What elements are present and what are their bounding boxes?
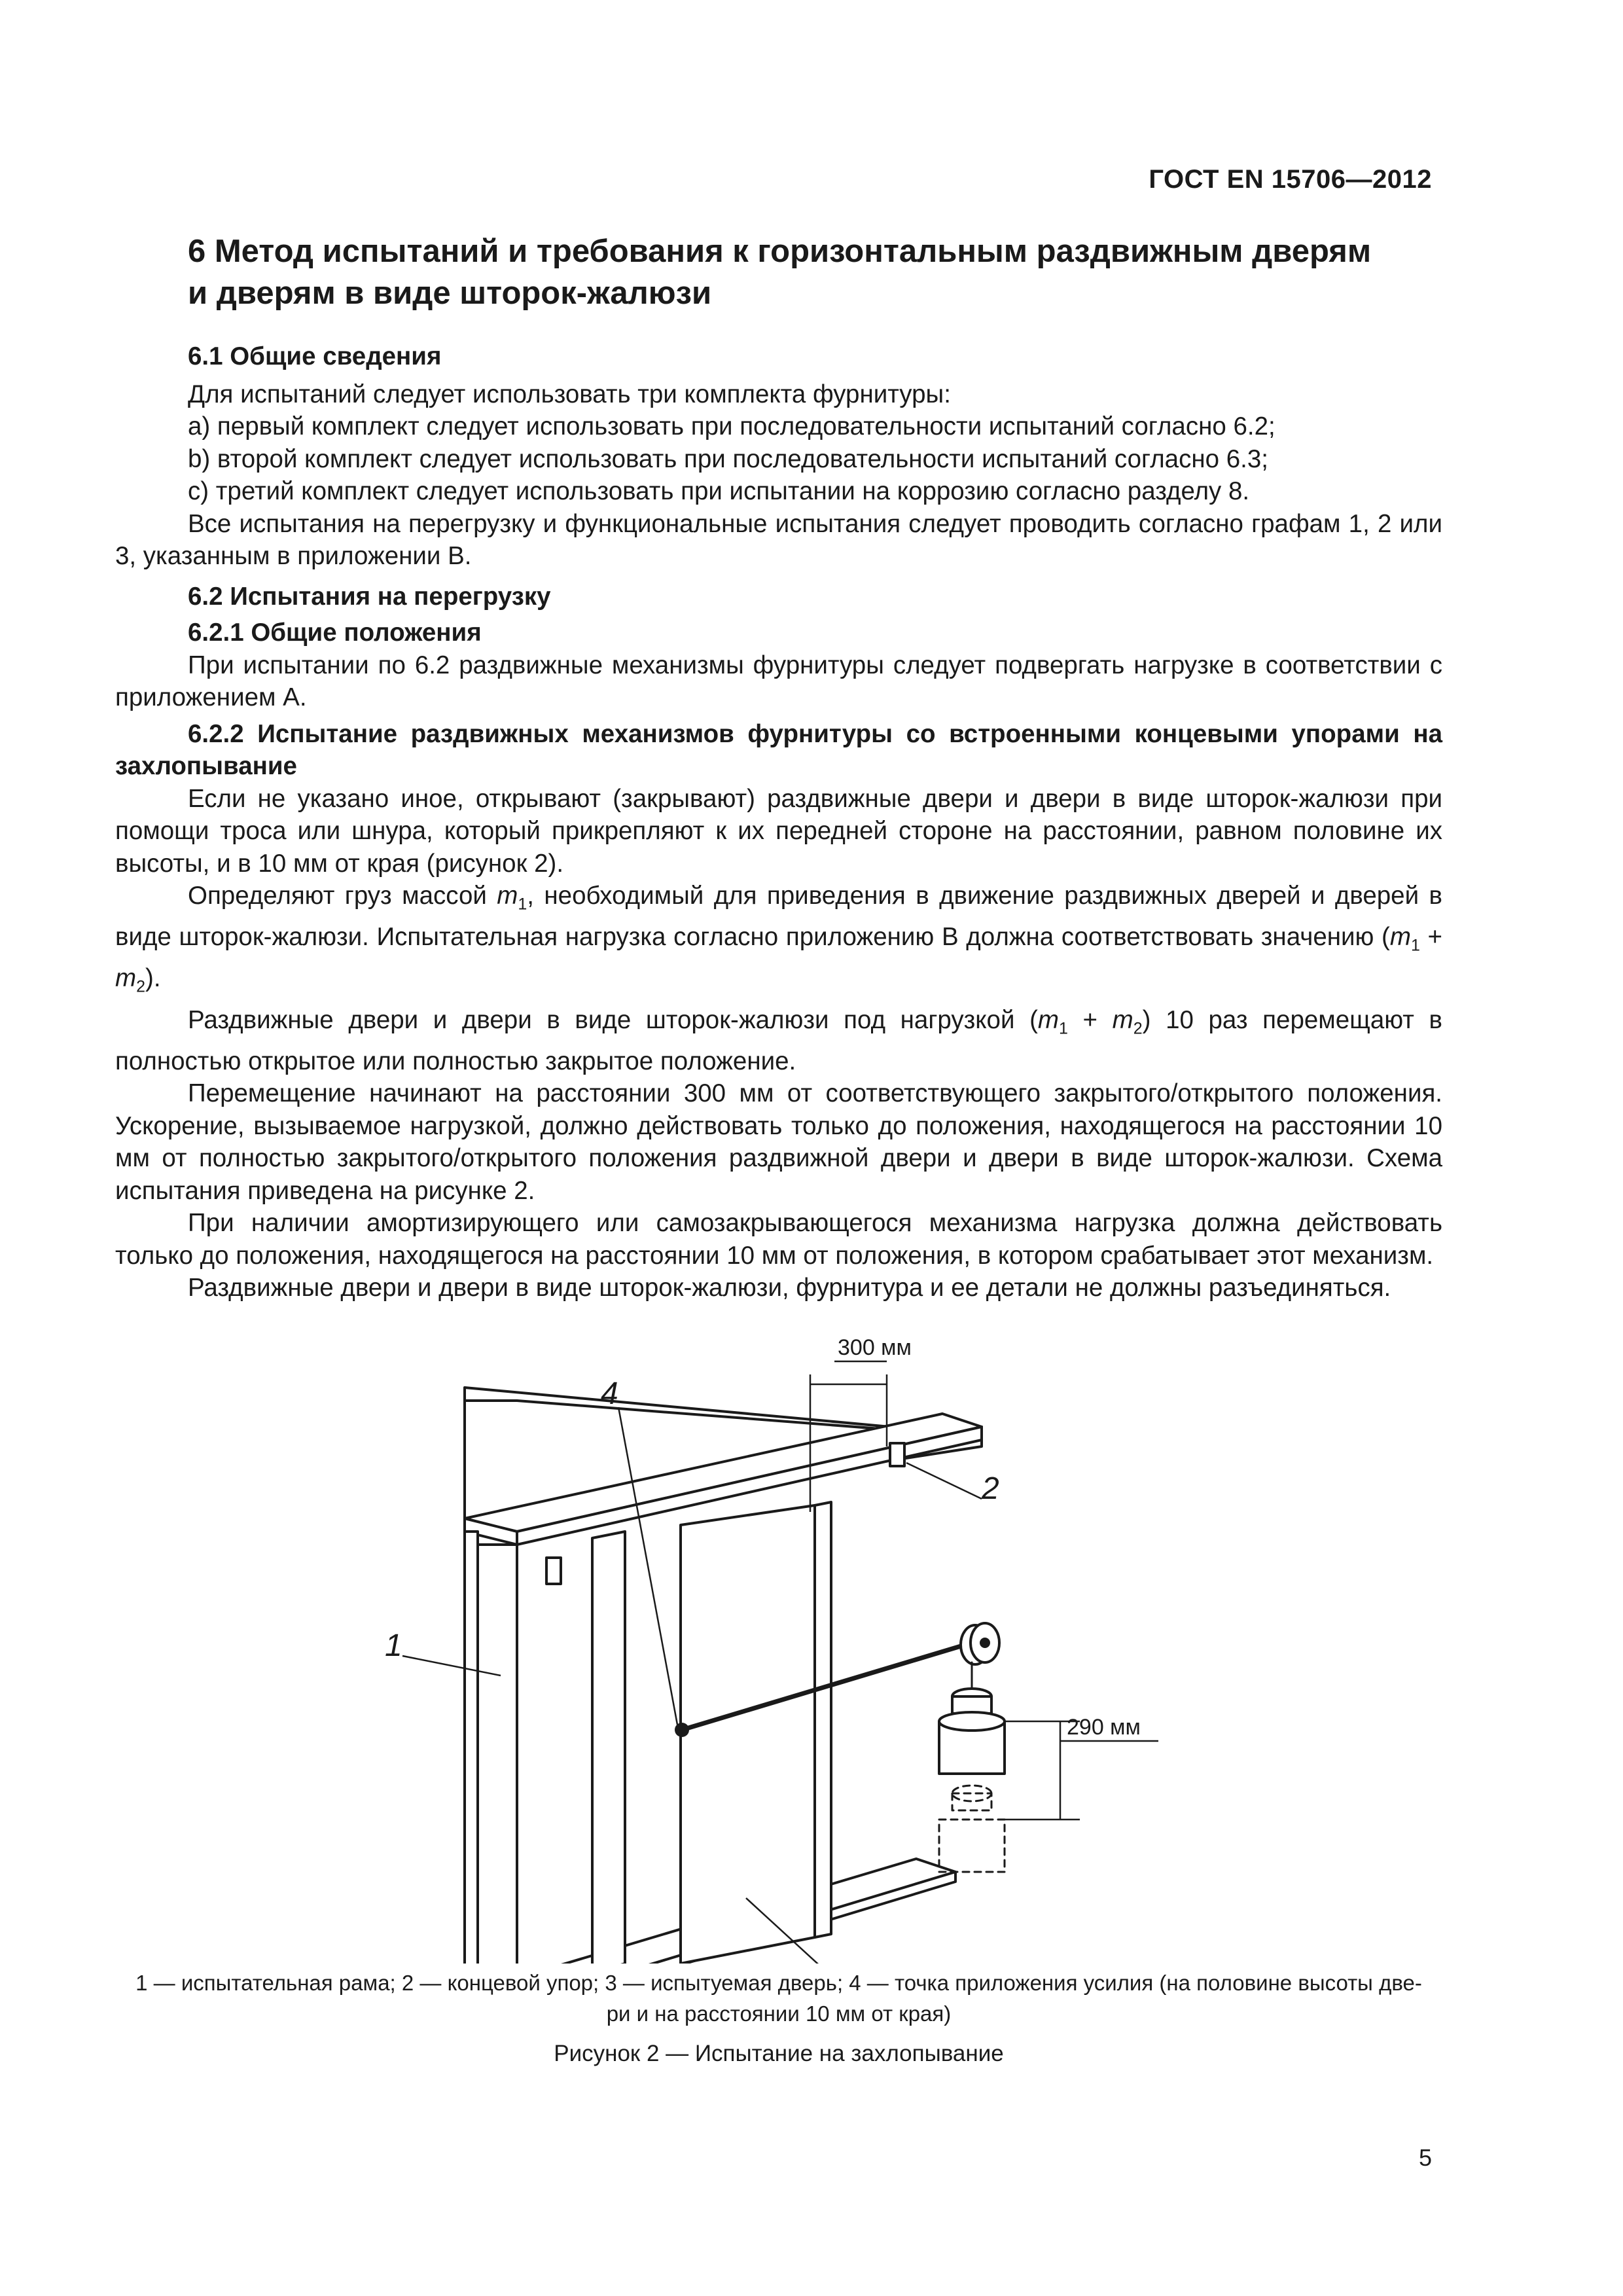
figure-legend [115,1967,1442,2029]
para-6-2-2-1: Если не указано иное, открывают (закрывают) раздвижные двери и двери в виде шторок-жалюзи при помощи троса или шнура, который прикрепляют к их передней стороне на расстоянии, равном половине их высоты, и в 10 мм от края (рисунок 2). [115,784,1442,878]
legend-line1: 1 — испытательная рама; 2 — концевой упор; 3 — испытуемая дверь; 4 — точка приложения усилия (на половине высоты две- [135,1971,1422,1995]
list-item-b: b) второй комплект следует использовать при последовательности испытаний согласно 6.3; [188,444,1268,473]
force-point [675,1723,689,1737]
list-item-c: с) третий комплект следует использовать при испытании на коррозию согласно разделу 8. [188,477,1250,505]
para-6-2-2-4: Перемещение начинают на расстоянии 300 мм от соответствующего закрытого/открытого положения. Ускорение, вызываемое нагрузкой, должно действовать только до положения, находящегося на расстоянии 10 мм от полностью закрытого/открытого положения раздвижной двери и двери в виде шторок-жалюзи. Схема испытания приведена на рисунке 2. [115,1079,1442,1205]
body-text [115,340,1442,1304]
heading-6-1: 6.1 Общие сведения [188,342,442,370]
para-6-1-intro: Для испытаний следует использовать три комплекта фурнитуры: [188,380,951,408]
frame-left-post [465,1532,478,1964]
section-title-line1: 6 Метод испытаний и требования к горизонтальным раздвижным дверям [188,234,1372,269]
callout-1: 1 [385,1628,402,1663]
end-stop [890,1443,904,1466]
section-title-line2: и дверям в виде шторок-жалюзи [188,276,712,311]
heading-6-2-1: 6.2.1 Общие положения [188,619,482,647]
dim-300-label: 300 мм [838,1335,912,1360]
heading-6-2-2: 6.2.2 Испытание раздвижных механизмов фурнитуры со встроенными концевыми упорами на захлопывание [115,719,1442,780]
list-item-a: а) первый комплект следует использовать при последовательности испытаний согласно 6.2; [188,412,1275,440]
callout-4: 4 [601,1376,618,1411]
heading-6-2: 6.2 Испытания на перегрузку [188,582,551,611]
section-title [188,230,1431,314]
figure-2-drawing [327,1335,1211,1964]
door-fixed [592,1532,625,1964]
leader-2 [906,1463,982,1499]
para-6-2-2-5: При наличии амортизирующего или самозакрывающегося механизма нагрузка должна действовать только до положения, находящегося на расстоянии 10 мм от положения, в котором срабатывает этот механизм. [115,1209,1442,1270]
para-6-1-outro: Все испытания на перегрузку и функциональные испытания следует проводить согласно графам 1, 2 или 3, указанным в приложении В. [115,509,1442,570]
test-door [681,1505,815,1964]
para-6-2-2-3: Раздвижные двери и двери в виде шторок-жалюзи под нагрузкой $(m_1 + m_2)$ 10 раз перемещают в полностью открытое или полностью закрытое положение. [115,1005,1442,1075]
page-number: 5 [1418,2144,1432,2171]
legend-line2: ри и на расстоянии 10 мм от края) [606,2001,952,2026]
para-6-2-1: При испытании по 6.2 раздвижные механизмы фурнитуры следует подвергать нагрузке в соответствии с приложением А. [115,651,1442,711]
para-6-2-2-6: Раздвижные двери и двери в виде шторок-жалюзи, фурнитура и ее детали не должны разъединяться. [188,1274,1391,1302]
callout-2: 2 [982,1471,999,1506]
para-6-2-2-2: Определяют груз массой $m_1$, необходимый для приведения в движение раздвижных дверей и дверей в виде шторок-жалюзи. Испытательная нагрузка согласно приложению В должна соответствовать значению $(m_1 + m_2)$. [115,882,1443,997]
standard-header: ГОСТ EN 15706—2012 [1149,165,1432,194]
figure-caption: Рисунок 2 — Испытание на захлопывание [554,2041,1004,2066]
dim-290-label: 290 мм [1067,1715,1141,1740]
